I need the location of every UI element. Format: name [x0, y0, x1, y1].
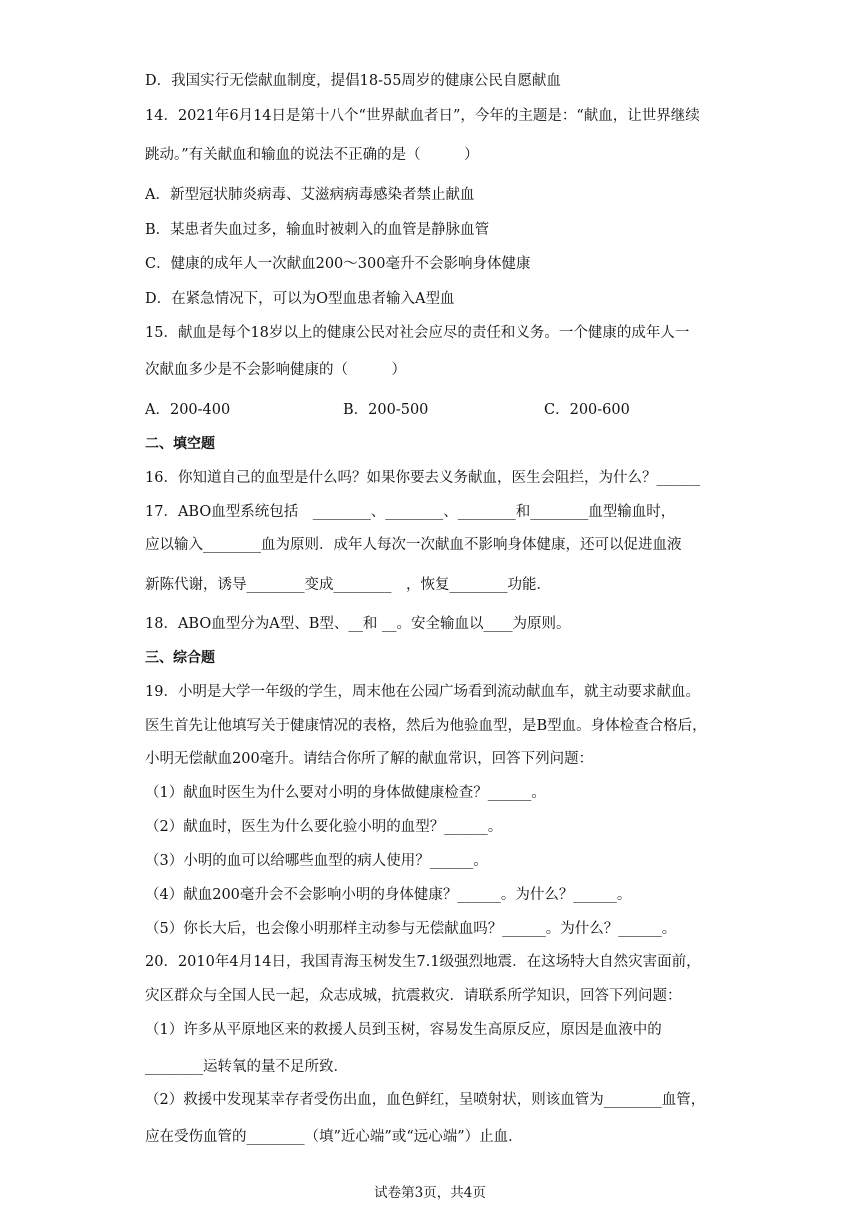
q20-sub1-line1: （1）许多从平原地区来的救援人员到玉树，容易发生高原反应，原因是血液中的: [145, 1022, 662, 1038]
q19-sub2: （2）献血时，医生为什么要化验小明的血型？______。: [145, 819, 503, 835]
page-footer: 试卷第3页，共4页: [374, 1185, 486, 1201]
q17-line2: 应以输入________血为原则．成年人每次一次献血不影响身体健康，还可以促进血液: [145, 537, 682, 553]
q15-option-b: B．200-500: [343, 402, 429, 418]
q16-text: 16．你知道自己的血型是什么吗？如果你要去义务献血，医生会阻拦，为什么？______: [145, 470, 700, 486]
q20-sub2-line2: 应在受伤血管的________（填”近心端”或“远心端”）止血．: [145, 1129, 523, 1145]
q15-option-c: C．200-600: [544, 402, 630, 418]
q19-stem-line2: 医生首先让他填写关于健康情况的表格，然后为他验血型，是B型血。身体检查合格后，: [145, 718, 707, 734]
q15-stem-line1: 15．献血是每个18岁以上的健康公民对社会应尽的责任和义务。一个健康的成年人一: [145, 325, 690, 341]
q20-sub1-line2: ________运转氧的量不足所致．: [145, 1059, 348, 1075]
section-fill-in-title: 二、填空题: [145, 436, 215, 452]
q20-stem-line2: 灾区群众与全国人民一起，众志成城，抗震救灾．请联系所学知识，回答下列问题：: [145, 988, 682, 1004]
q17-line1: 17．ABO血型系统包括 ________、________、________和________血型输血时，: [145, 504, 676, 520]
q19-sub1: （1）献血时医生为什么要对小明的身体做健康检查？______。: [145, 785, 546, 801]
q14-option-c: C．健康的成年人一次献血200～300毫升不会影响身体健康: [145, 256, 531, 272]
q19-sub5: （5）你长大后，也会像小明那样主动参与无偿献血吗？______。为什么？______。: [145, 921, 677, 937]
q19-stem-line3: 小明无偿献血200毫升。请结合你所了解的献血常识，回答下列问题：: [145, 751, 594, 767]
q19-sub3: （3）小明的血可以给哪些血型的病人使用？______。: [145, 853, 488, 869]
q14-stem-line1: 14．2021年6月14日是第十八个“世界献血者日”，今年的主题是：“献血，让世界继续: [145, 108, 700, 124]
q17-line3: 新陈代谢，诱导________变成________ ，恢复________功能．: [145, 577, 551, 593]
q20-stem-line1: 20．2010年4月14日，我国青海玉树发生7.1级强烈地震．在这场特大自然灾害面前，: [145, 954, 701, 970]
q14-option-d: D．在紧急情况下，可以为O型血患者输入A型血: [145, 291, 455, 307]
q14-option-b: B．某患者失血过多，输血时被刺入的血管是静脉血管: [145, 222, 490, 238]
q19-stem-line1: 19．小明是大学一年级的学生，周末他在公园广场看到流动献血车，就主动要求献血。: [145, 684, 700, 700]
section-comprehensive-title: 三、综合题: [145, 650, 215, 666]
q14-option-a: A．新型冠状肺炎病毒、艾滋病病毒感染者禁止献血: [145, 187, 475, 203]
q15-stem-line2: 次献血多少是不会影响健康的（ ）: [145, 362, 406, 378]
q14-stem-line2: 跳动。”有关献血和输血的说法不正确的是（ ）: [145, 147, 479, 163]
q20-sub2-line1: （2）救援中发现某幸存者受伤出血，血色鲜红，呈喷射状，则该血管为________血管，: [145, 1092, 706, 1108]
q13-option-d: D．我国实行无偿献血制度，提倡18-55周岁的健康公民自愿献血: [145, 73, 561, 89]
q19-sub4: （4）献血200毫升会不会影响小明的身体健康？______。为什么？______。: [145, 887, 632, 903]
q15-option-a: A．200-400: [145, 402, 231, 418]
q18-text: 18．ABO血型分为A型、B型、__和 __。安全输血以____为原则。: [145, 616, 571, 632]
